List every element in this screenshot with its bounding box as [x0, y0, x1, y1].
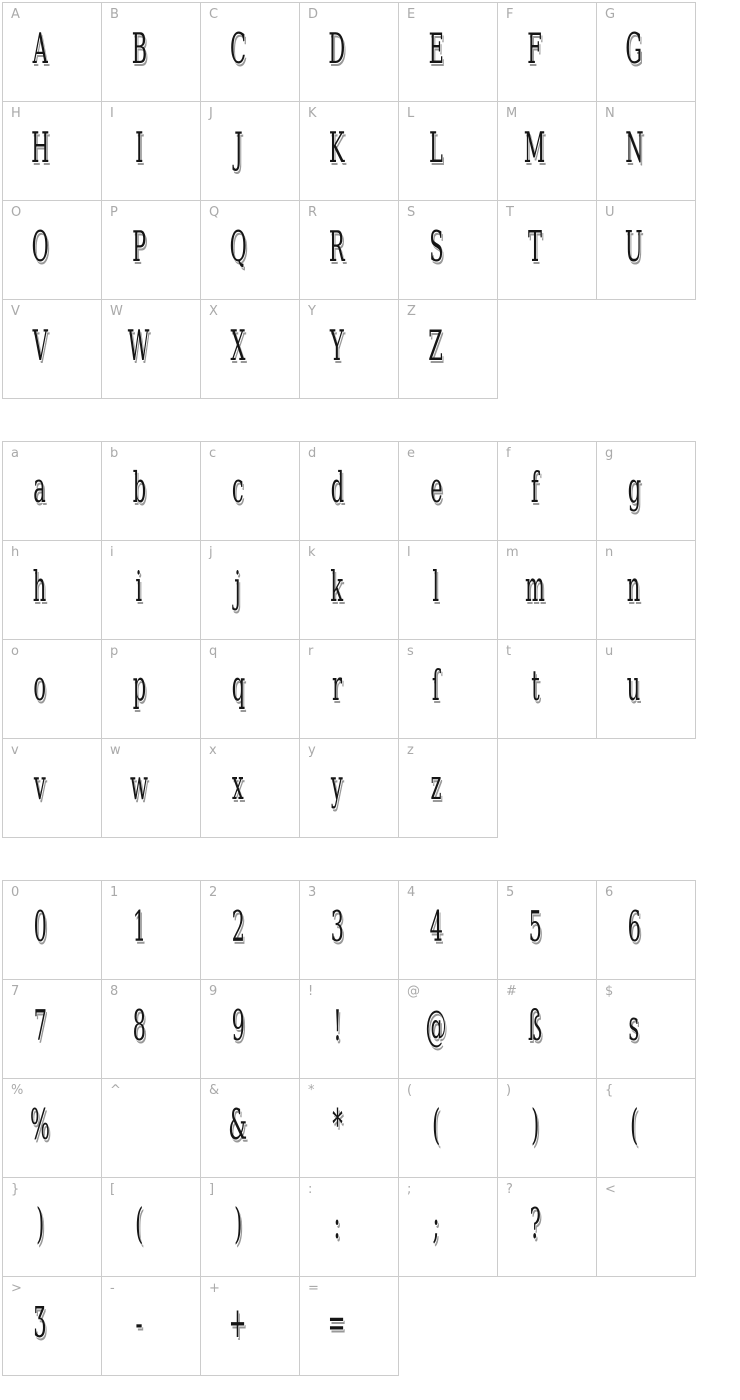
cell-label: F [506, 7, 514, 22]
cell-glyph: c [232, 463, 244, 512]
cell-label: C [209, 7, 219, 22]
cell-glyph: A [32, 24, 48, 73]
glyph-cell [3, 1277, 102, 1376]
cell-glyph: Ʒ [34, 1298, 46, 1347]
cell-label: Q [209, 205, 220, 220]
cell-label: o [11, 644, 19, 659]
glyph-cell [399, 541, 498, 640]
cell-label: u [605, 644, 614, 659]
glyph-cell [201, 102, 300, 201]
cell-glyph: : [333, 1199, 341, 1248]
cell-glyph: o [33, 661, 47, 710]
glyph-cell [3, 442, 102, 541]
cell-glyph: = [328, 1298, 346, 1347]
cell-label: ) [506, 1083, 512, 1098]
cell-label: O [11, 205, 22, 220]
cell-glyph: ! [332, 1001, 342, 1050]
glyph-cell [498, 1178, 597, 1277]
cell-glyph: 6 [627, 902, 641, 951]
cell-glyph: ? [529, 1199, 541, 1248]
cell-label: z [407, 743, 414, 758]
cell-glyph: ; [432, 1199, 440, 1248]
cell-label: V [11, 304, 20, 319]
cell-label: ] [209, 1182, 215, 1197]
cell-label: j [209, 545, 213, 560]
glyph-cell [498, 3, 597, 102]
cell-label: c [209, 446, 217, 461]
glyph-cell [597, 541, 696, 640]
cell-glyph: T [527, 222, 542, 271]
cell-glyph: a [33, 463, 47, 512]
cell-glyph: e [429, 463, 443, 512]
cell-label: f [506, 446, 511, 461]
cell-glyph: l [432, 562, 440, 611]
cell-label: * [308, 1083, 315, 1098]
glyph-cell [300, 640, 399, 739]
cell-glyph: % [30, 1100, 50, 1149]
glyph-cell [3, 201, 102, 300]
cell-label: W [110, 304, 123, 319]
glyph-cell [399, 1178, 498, 1277]
cell-label: w [110, 743, 121, 758]
cell-label: i [110, 545, 114, 560]
cell-glyph: ( [134, 1199, 144, 1248]
cell-glyph: s [628, 1001, 640, 1050]
glyph-cell [399, 442, 498, 541]
cell-glyph: U [625, 222, 643, 271]
glyph-cell [201, 300, 300, 399]
cell-label: 5 [506, 885, 515, 900]
cell-glyph: 3 [330, 902, 344, 951]
glyph-cell [300, 1277, 399, 1376]
cell-glyph: k [330, 562, 344, 611]
glyph-cell [300, 102, 399, 201]
glyph-cell [102, 442, 201, 541]
cell-glyph: ) [530, 1100, 540, 1149]
cell-label: y [308, 743, 316, 758]
cell-label: B [110, 7, 119, 22]
cell-glyph: i [135, 562, 143, 611]
cell-glyph: u [627, 661, 641, 710]
cell-glyph: x [232, 760, 244, 809]
cell-glyph: H [30, 123, 50, 172]
glyph-cell [102, 1277, 201, 1376]
glyph-cell [102, 1079, 201, 1178]
cell-label: [ [110, 1182, 116, 1197]
cell-label: : [308, 1182, 313, 1197]
cell-label: 2 [209, 885, 218, 900]
cell-label: + [209, 1281, 220, 1296]
cell-glyph: 4 [429, 902, 443, 951]
cell-label: m [506, 545, 519, 560]
cell-glyph: h [33, 562, 47, 611]
cell-glyph: * [331, 1100, 343, 1149]
glyph-cell [3, 1178, 102, 1277]
cell-label: D [308, 7, 319, 22]
cell-glyph: J [233, 123, 243, 172]
cell-label: I [110, 106, 114, 121]
glyph-cell [102, 1178, 201, 1277]
uppercase-grid [2, 2, 696, 399]
cell-label: l [407, 545, 411, 560]
cell-glyph: Y [330, 321, 344, 370]
cell-label: $ [605, 984, 614, 999]
cell-label: M [506, 106, 518, 121]
glyph-cell [102, 541, 201, 640]
glyph-cell [201, 541, 300, 640]
cell-label: d [308, 446, 317, 461]
cell-glyph: r [331, 661, 343, 710]
cell-glyph: w [130, 760, 148, 809]
cell-glyph: L [429, 123, 443, 172]
cell-glyph: f [531, 463, 539, 512]
cell-glyph: Q [229, 222, 247, 271]
cell-label: v [11, 743, 19, 758]
cell-label: % [11, 1083, 24, 1098]
glyph-cell [300, 442, 399, 541]
cell-glyph: ß [527, 1001, 543, 1050]
glyph-cell [498, 980, 597, 1079]
glyph-cell [498, 541, 597, 640]
cell-glyph: B [131, 24, 147, 73]
cell-glyph: q [231, 661, 245, 710]
cell-glyph: S [428, 222, 444, 271]
cell-label: ; [407, 1182, 412, 1197]
glyph-cell [300, 201, 399, 300]
cell-glyph: z [430, 760, 442, 809]
glyph-cell [498, 201, 597, 300]
glyph-cell [399, 300, 498, 399]
glyph-cell [597, 201, 696, 300]
glyph-cell [3, 102, 102, 201]
cell-label: # [506, 984, 517, 999]
glyph-cell [201, 739, 300, 838]
cell-label: b [110, 446, 119, 461]
cell-glyph: R [329, 222, 345, 271]
cell-label: } [11, 1182, 20, 1197]
cell-label: @ [407, 984, 420, 999]
cell-glyph: 9 [231, 1001, 245, 1050]
cell-label: 7 [11, 984, 20, 999]
cell-glyph: P [131, 222, 147, 271]
glyph-cell [300, 300, 399, 399]
cell-label: Z [407, 304, 416, 319]
glyph-cell [399, 3, 498, 102]
glyph-cell [597, 881, 696, 980]
glyph-cell [597, 3, 696, 102]
glyph-cell [597, 1178, 696, 1277]
cell-glyph: ) [35, 1199, 45, 1248]
cell-label: e [407, 446, 415, 461]
cell-label: ? [506, 1182, 513, 1197]
cell-glyph: t [530, 661, 540, 710]
glyph-cell [3, 541, 102, 640]
cell-label: a [11, 446, 19, 461]
cell-glyph: G [625, 24, 643, 73]
cell-label: = [308, 1281, 319, 1296]
cell-glyph: O [31, 222, 49, 271]
glyph-cell [102, 201, 201, 300]
cell-label: k [308, 545, 316, 560]
cell-label: - [110, 1281, 115, 1296]
cell-label: h [11, 545, 20, 560]
glyph-cell [597, 980, 696, 1079]
cell-label: G [605, 7, 616, 22]
numbers-symbols-grid [2, 880, 696, 1376]
glyph-cell [399, 1079, 498, 1178]
cell-glyph: V [32, 321, 48, 370]
cell-label: N [605, 106, 615, 121]
glyph-cell [201, 201, 300, 300]
glyph-cell [399, 739, 498, 838]
cell-label: x [209, 743, 217, 758]
cell-label: < [605, 1182, 616, 1197]
glyph-cell [3, 300, 102, 399]
cell-glyph: E [428, 24, 444, 73]
cell-label: ! [308, 984, 314, 999]
cell-label: ( [407, 1083, 413, 1098]
glyph-cell [102, 300, 201, 399]
cell-glyph: ſ [432, 661, 440, 710]
cell-label: R [308, 205, 318, 220]
cell-glyph: d [330, 463, 344, 512]
cell-label: g [605, 446, 614, 461]
cell-glyph: y [331, 760, 343, 809]
cell-label: n [605, 545, 614, 560]
glyph-cell [300, 3, 399, 102]
cell-label: S [407, 205, 416, 220]
glyph-cell [300, 739, 399, 838]
cell-label: E [407, 7, 416, 22]
glyph-cell [498, 881, 597, 980]
cell-glyph: W [128, 321, 150, 370]
cell-label: p [110, 644, 119, 659]
cell-glyph: 7 [33, 1001, 47, 1050]
cell-glyph: ( [629, 1100, 639, 1149]
cell-label: K [308, 106, 317, 121]
cell-label: 9 [209, 984, 218, 999]
glyph-cell [102, 739, 201, 838]
cell-glyph: N [624, 123, 644, 172]
cell-label: T [506, 205, 514, 220]
glyph-cell [201, 1079, 300, 1178]
cell-label: & [209, 1083, 220, 1098]
cell-label: { [605, 1083, 614, 1098]
cell-glyph: 5 [528, 902, 542, 951]
glyph-cell [3, 881, 102, 980]
glyph-cell [102, 3, 201, 102]
cell-glyph: K [329, 123, 345, 172]
glyph-cell [3, 3, 102, 102]
cell-label: 3 [308, 885, 317, 900]
glyph-cell [201, 442, 300, 541]
glyph-cell [300, 1178, 399, 1277]
cell-glyph: b [132, 463, 146, 512]
glyph-cell [201, 881, 300, 980]
cell-glyph: F [527, 24, 543, 73]
glyph-cell [201, 3, 300, 102]
glyph-cell [597, 1079, 696, 1178]
glyph-cell [3, 980, 102, 1079]
cell-label: 6 [605, 885, 614, 900]
cell-glyph: Z [428, 321, 444, 370]
lowercase-grid [2, 441, 696, 838]
glyph-cell [399, 102, 498, 201]
cell-glyph: j [234, 562, 242, 611]
glyph-cell [201, 1178, 300, 1277]
cell-glyph: & [228, 1100, 248, 1149]
glyph-cell [498, 102, 597, 201]
glyph-cell [201, 640, 300, 739]
glyph-cell [201, 1277, 300, 1376]
glyph-cell [597, 640, 696, 739]
glyph-cell [102, 640, 201, 739]
cell-label: L [407, 106, 415, 121]
cell-glyph: - [135, 1298, 143, 1347]
cell-label: 4 [407, 885, 416, 900]
cell-label: r [308, 644, 314, 659]
cell-label: P [110, 205, 118, 220]
cell-glyph: 0 [33, 902, 47, 951]
cell-glyph: X [230, 321, 246, 370]
cell-label: t [506, 644, 512, 659]
cell-glyph: @ [425, 1001, 447, 1050]
cell-glyph: ) [233, 1199, 243, 1248]
cell-label: A [11, 7, 20, 22]
glyph-cell [399, 640, 498, 739]
cell-label: Y [308, 304, 316, 319]
glyph-cell [399, 201, 498, 300]
glyph-cell [498, 442, 597, 541]
cell-glyph: 2 [231, 902, 245, 951]
cell-label: U [605, 205, 615, 220]
glyph-cell [498, 640, 597, 739]
cell-glyph: v [34, 760, 46, 809]
cell-glyph: + [229, 1298, 247, 1347]
cell-label: 0 [11, 885, 20, 900]
cell-glyph: g [627, 463, 641, 512]
glyph-cell [300, 541, 399, 640]
cell-glyph: m [525, 562, 545, 611]
cell-glyph: C [229, 24, 247, 73]
cell-glyph: I [134, 123, 144, 172]
cell-glyph: 8 [132, 1001, 146, 1050]
glyph-cell [399, 980, 498, 1079]
glyph-cell [3, 640, 102, 739]
cell-glyph: p [132, 661, 146, 710]
glyph-cell [102, 881, 201, 980]
cell-glyph: M [524, 123, 546, 172]
cell-label: 8 [110, 984, 119, 999]
glyph-cell [3, 1079, 102, 1178]
cell-label: H [11, 106, 21, 121]
cell-label: > [11, 1281, 22, 1296]
glyph-cell [300, 980, 399, 1079]
glyph-cell [597, 442, 696, 541]
cell-glyph: n [627, 562, 641, 611]
cell-label: ^ [110, 1083, 121, 1098]
cell-label: s [407, 644, 414, 659]
cell-glyph: 1 [132, 902, 146, 951]
glyph-cell [300, 1079, 399, 1178]
cell-glyph: D [328, 24, 346, 73]
glyph-cell [102, 102, 201, 201]
glyph-cell [597, 102, 696, 201]
cell-glyph: ( [431, 1100, 441, 1149]
glyph-cell [399, 881, 498, 980]
glyph-cell [498, 1079, 597, 1178]
cell-label: 1 [110, 885, 119, 900]
glyph-cell [201, 980, 300, 1079]
cell-label: J [209, 106, 213, 121]
cell-label: X [209, 304, 218, 319]
cell-label: q [209, 644, 218, 659]
glyph-cell [102, 980, 201, 1079]
glyph-cell [300, 881, 399, 980]
glyph-cell [3, 739, 102, 838]
